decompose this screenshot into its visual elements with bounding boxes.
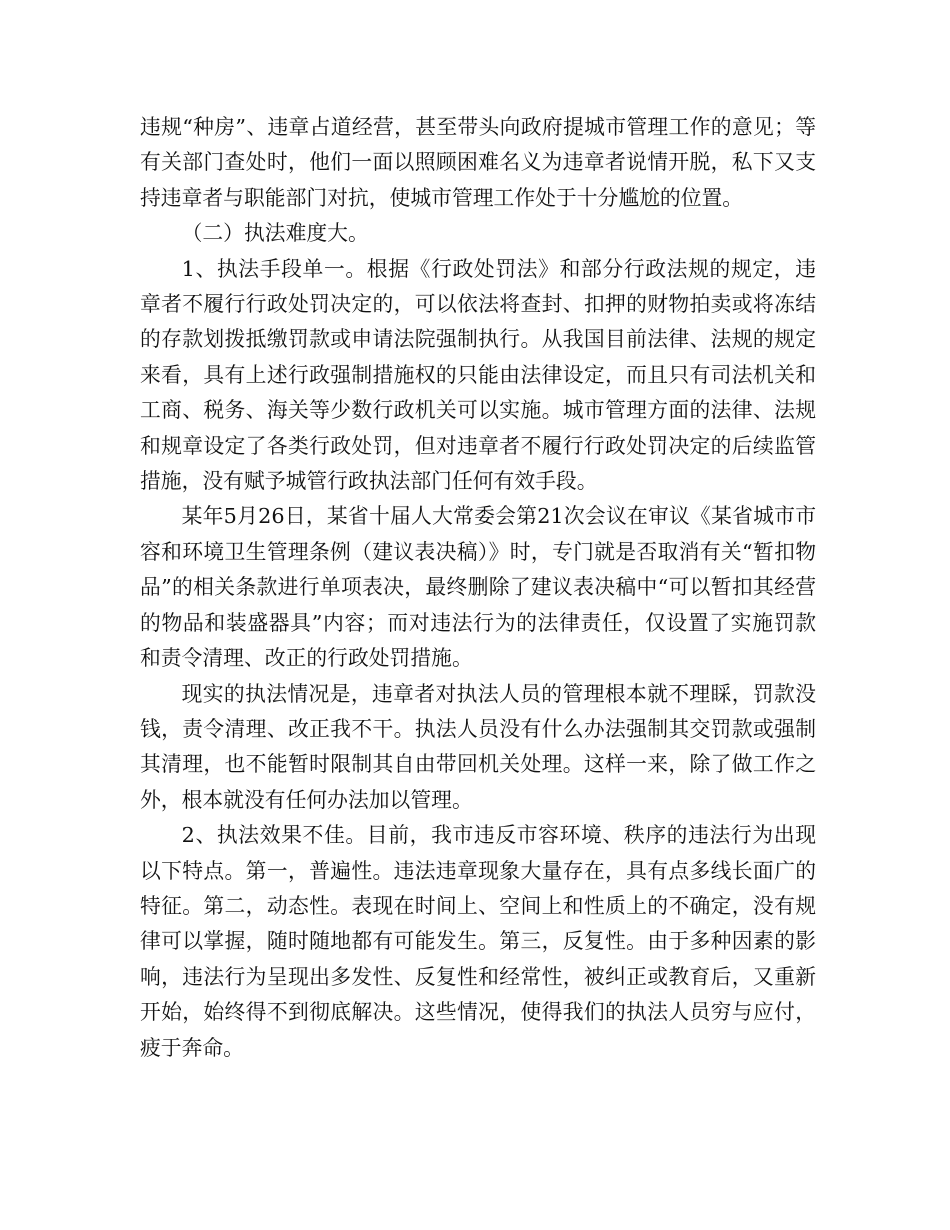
section-heading-enforcement-difficulty: （二）执法难度大。 xyxy=(181,221,369,246)
paragraph-provincial-regulation: 某年5月26日，某省十届人大常委会第21次会议在审议《某省城市市容和环境卫生管理条例（建议表决稿）》时，专门就是否取消有关“暂扣物品”的相关条款进行单项表决，最终删除了建议表决稿中“可以暂扣其经营的物品和装盛器具”内容；而对违法行为的法律责任，仅设置了实施罚款和责令清理、改正的行政处罚措施。 xyxy=(140,504,816,671)
paragraph-continuation: 违规“种房”、违章占道经营，甚至带头向政府提城市管理工作的意见；等有关部门查处时，他们一面以照顾困难名义为违章者说情开脱，私下又支持违章者与职能部门对抗，使城市管理工作处于十分尴尬的位置。 xyxy=(140,115,816,210)
paragraph-enforcement-effect: 2、执法效果不佳。目前，我市违反市容环境、秩序的违法行为出现以下特点。第一，普遍性。违法违章现象大量存在，具有点多线长面广的特征。第二，动态性。表现在时间上、空间上和性质上的不确定，没有规律可以掌握，随时随地都有可能发生。第三，反复性。由于多种因素的影响，违法行为呈现出多发性、反复性和经常性，被纠正或教育后，又重新开始，始终得不到彻底解决。这些情况，使得我们的执法人员穷与应付，疲于奔命。 xyxy=(140,823,816,1060)
paragraph-enforcement-reality: 现实的执法情况是，违章者对执法人员的管理根本就不理睬，罚款没钱，责令清理、改正我不干。执法人员没有什么办法强制其交罚款或强制其清理，也不能暂时限制其自由带回机关处理。这样一来，除了做工作之外，根本就没有任何办法加以管理。 xyxy=(140,681,816,812)
paragraph-enforcement-means: 1、执法手段单一。根据《行政处罚法》和部分行政法规的规定，违章者不履行行政处罚决定的，可以依法将查封、扣押的财物拍卖或将冻结的存款划拨抵缴罚款或申请法院强制执行。从我国目前法律、法规的规定来看，具有上述行政强制措施权的只能由法律设定，而且只有司法机关和工商、税务、海关等少数行政机关可以实施。城市管理方面的法律、法规和规章设定了各类行政处罚，但对违章者不履行行政处罚决定的后续监管措施，没有赋予城管行政执法部门任何有效手段。 xyxy=(140,256,816,494)
document-body xyxy=(140,110,816,1066)
